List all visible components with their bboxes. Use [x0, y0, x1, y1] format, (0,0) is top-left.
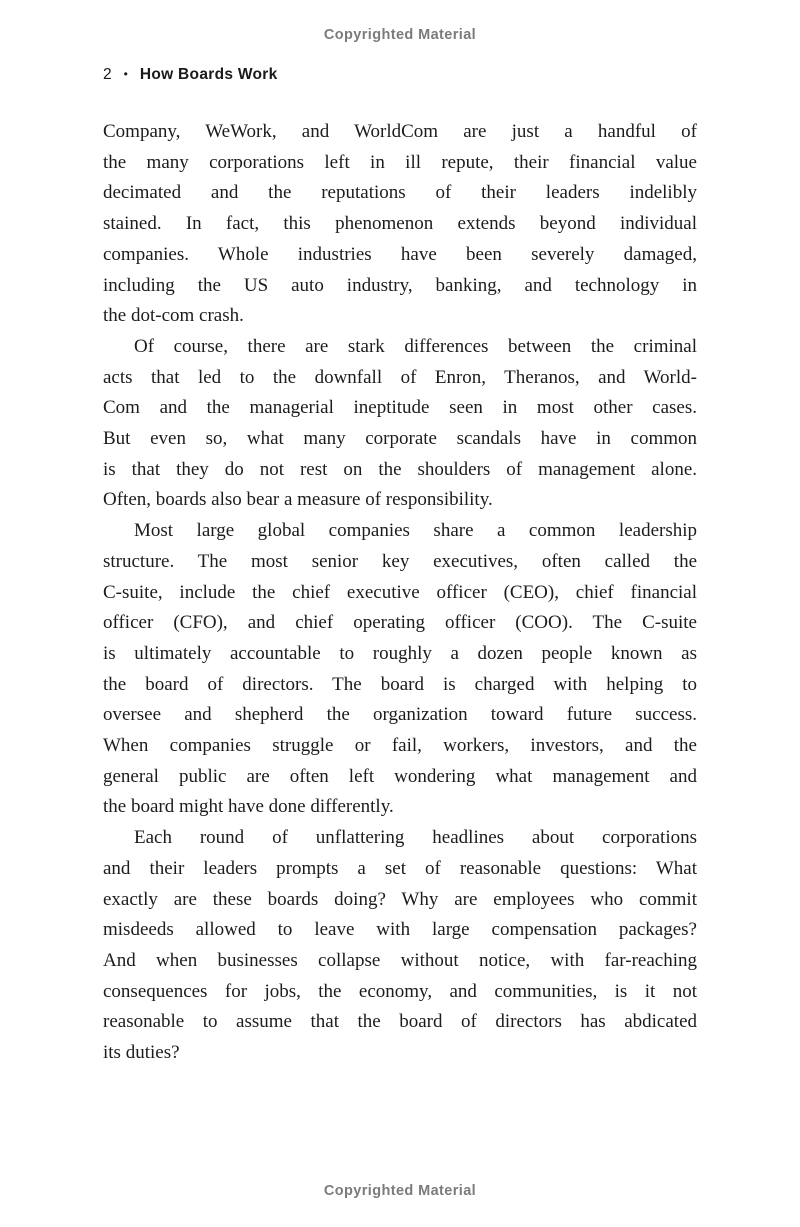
body-line: companies. Whole industries have been severely damaged,	[103, 243, 697, 265]
paragraph	[103, 516, 697, 823]
bullet-separator: •	[123, 67, 128, 81]
body-line: its duties?	[103, 1042, 180, 1064]
body-line: But even so, what many corporate scandals have in common	[103, 428, 697, 450]
body-line: decimated and the reputations of their leaders indelibly	[103, 182, 697, 204]
body-line: exactly are these boards doing? Why are employees who commit	[103, 888, 697, 910]
body-text	[103, 117, 697, 1069]
body-line: structure. The most senior key executives, often called the	[103, 550, 697, 572]
body-line: Often, boards also bear a measure of responsibility.	[103, 489, 493, 511]
body-line: the board of directors. The board is charged with helping to	[103, 673, 697, 695]
body-line: Com and the managerial ineptitude seen in most other cases.	[103, 397, 697, 419]
running-header	[103, 66, 278, 84]
paragraph	[103, 117, 697, 332]
body-line: Each round of unflattering headlines about corporations	[134, 827, 697, 849]
body-line: is ultimately accountable to roughly a dozen people known as	[103, 642, 697, 664]
body-line: general public are often left wondering what management and	[103, 765, 697, 787]
body-line: And when businesses collapse without notice, with far-reaching	[103, 949, 697, 971]
copyright-notice-top: Copyrighted Material	[323, 27, 477, 43]
page-number: 2	[103, 66, 112, 83]
body-line: misdeeds allowed to leave with large compensation packages?	[103, 919, 697, 941]
copyright-notice-bottom: Copyrighted Material	[323, 1183, 477, 1199]
body-line: stained. In fact, this phenomenon extends beyond individual	[103, 213, 697, 235]
paragraph	[103, 823, 697, 1069]
body-line: is that they do not rest on the shoulders of management alone.	[103, 458, 697, 480]
body-line: acts that led to the downfall of Enron, Theranos, and World-	[103, 366, 697, 388]
body-line: consequences for jobs, the economy, and communities, is it not	[103, 980, 697, 1002]
body-line: oversee and shepherd the organization toward future success.	[103, 704, 697, 726]
body-line: Of course, there are stark differences between the criminal	[134, 335, 697, 357]
paragraph	[103, 332, 697, 516]
body-line: Company, WeWork, and WorldCom are just a handful of	[103, 121, 697, 142]
body-line: including the US auto industry, banking, and technology in	[103, 274, 697, 296]
body-line: the board might have done differently.	[103, 796, 394, 818]
body-line: When companies struggle or fail, workers, investors, and the	[103, 735, 697, 757]
body-line: reasonable to assume that the board of directors has abdicated	[103, 1011, 697, 1033]
body-line: and their leaders prompts a set of reasonable questions: What	[103, 857, 697, 879]
body-line: C-suite, include the chief executive officer (CEO), chief financial	[103, 581, 697, 603]
body-line: Most large global companies share a common leadership	[134, 520, 697, 542]
body-line: the dot-com crash.	[103, 305, 244, 327]
book-title: How Boards Work	[139, 66, 278, 83]
body-line: the many corporations left in ill repute, their financial value	[103, 151, 697, 173]
body-line: officer (CFO), and chief operating officer (COO). The C-suite	[103, 612, 697, 634]
